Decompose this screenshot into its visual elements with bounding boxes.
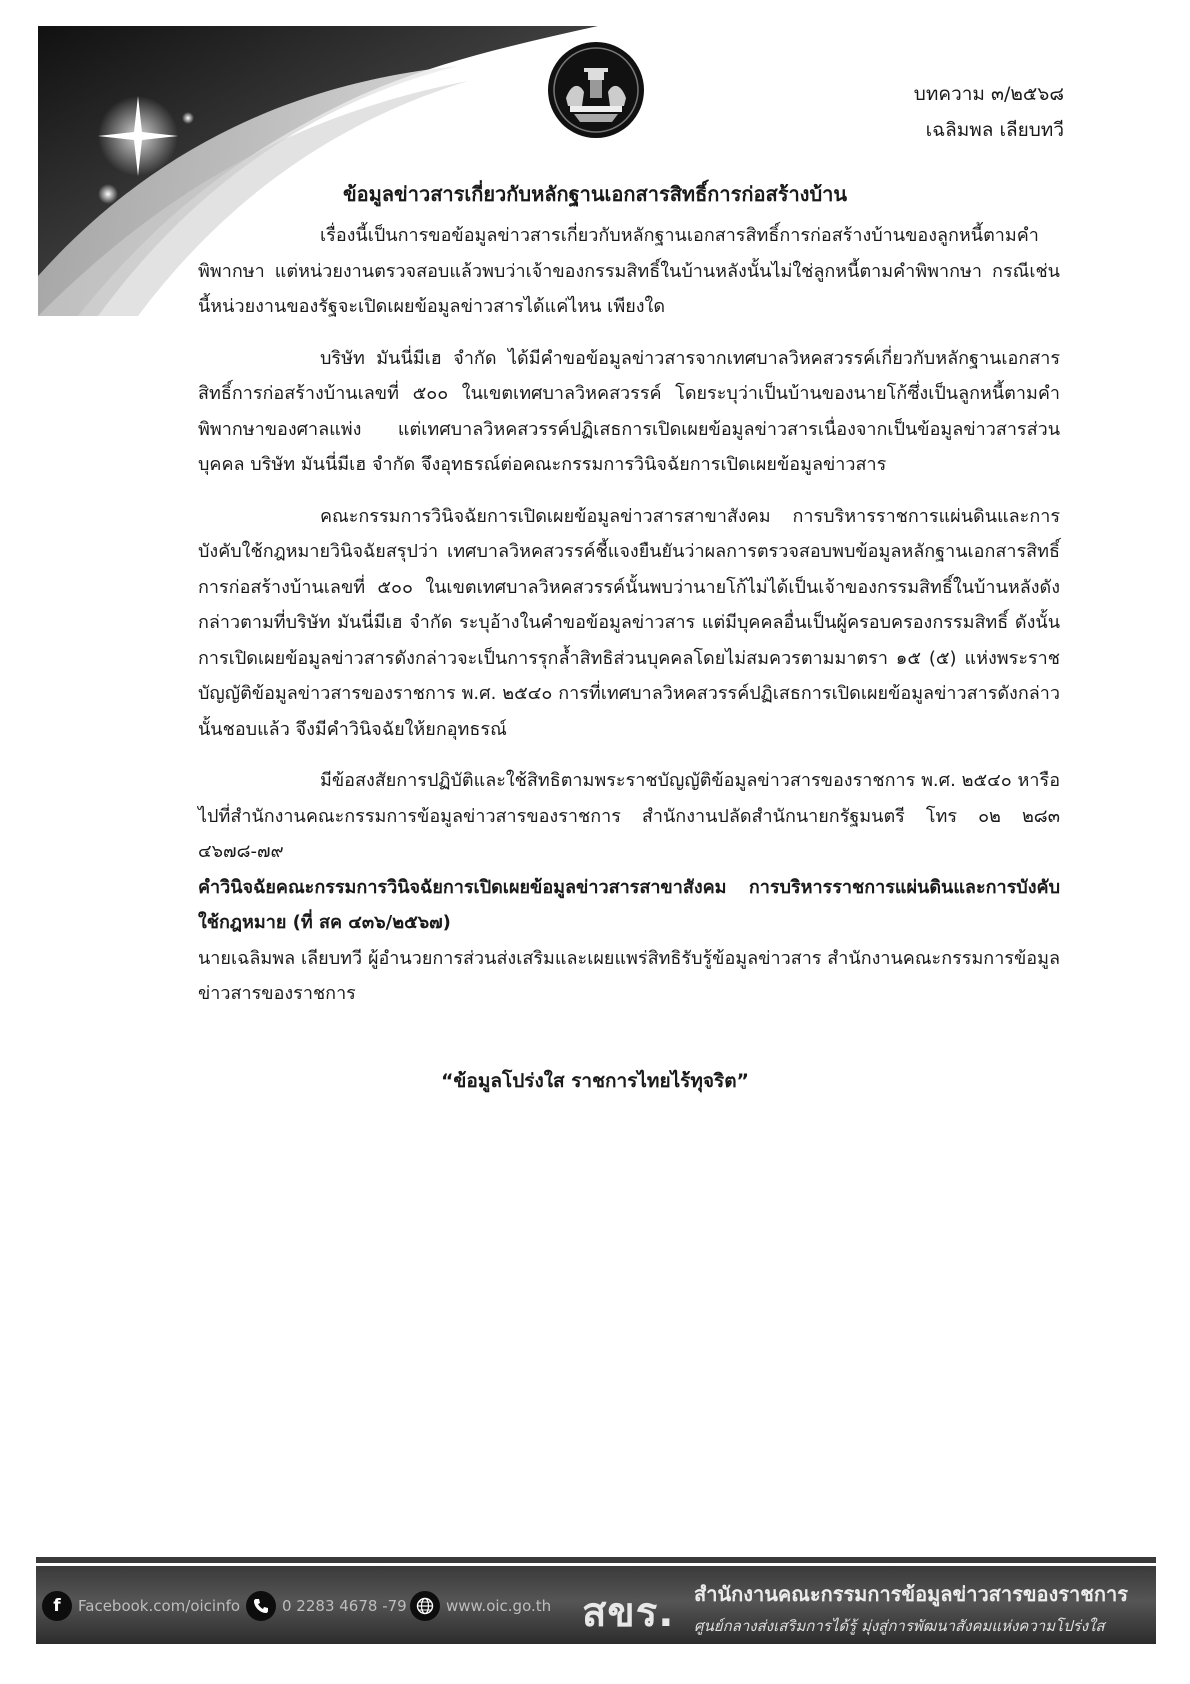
- author-signature: นายเฉลิมพล เลียบทวี ผู้อำนวยการส่วนส่งเสริมและเผยแพร่สิทธิรับรู้ข้อมูลข่าวสาร สำนักงานคณะกรรมการข้อมูลข่าวสารของราชการ: [198, 947, 1060, 1004]
- oic-logo-text: สขร.: [582, 1590, 675, 1636]
- paragraph-facts: บริษัท มันนี่มีเฮ จำกัด ได้มีคำขอข้อมูลข่าวสารจากเทศบาลวิหคสวรรค์เกี่ยวกับหลักฐานเอกสารสิทธิ์การก่อสร้างบ้านเลขที่ ๕๐๐ ในเขตเทศบาลวิหคสวรรค์ โดยระบุว่าเป็นบ้านของนายโก้ซึ่งเป็นลูกหนี้ตามคำพิพากษาของศาลแพ่ง แต่เทศบาลวิหคสวรรค์ปฏิเสธการเปิดเผยข้อมูลข่าวสารเนื่องจากเป็นข้อมูลข่าวสารส่วนบุคคล บริษัท มันนี่มีเฮ จำกัด จึงอุทธรณ์ต่อคณะกรรมการวินิจฉัยการเปิดเผยข้อมูลข่าวสาร: [198, 347, 1060, 475]
- article-number: บทความ ๓/๒๕๖๘: [913, 83, 1064, 105]
- government-seal-logo: [546, 40, 646, 140]
- facebook-icon: f: [42, 1591, 72, 1621]
- footer-website[interactable]: [410, 1590, 551, 1622]
- paragraph-ruling: คณะกรรมการวินิจฉัยการเปิดเผยข้อมูลข่าวสารสาขาสังคม การบริหารราชการแผ่นดินและการบังคับใช้กฎหมายวินิจฉัยสรุปว่า เทศบาลวิหคสวรรค์ชี้แจงยืนยันว่าผลการตรวจสอบพบข้อมูลหลักฐานเอกสารสิทธิ์การก่อสร้างบ้านเลขที่ ๕๐๐ ในเขตเทศบาลวิหคสวรรค์นั้นพบว่านายโก้ไม่ได้เป็นเจ้าของกรรมสิทธิ์ในบ้านหลังดังกล่าวตามที่บริษัท มันนี่มีเฮ จำกัด ระบุอ้างในคำขอข้อมูลข่าวสาร แต่มีบุคคลอื่นเป็นผู้ครอบครองกรรมสิทธิ์ ดังนั้น การเปิดเผยข้อมูลข่าวสารดังกล่าวจะเป็นการรุกล้ำสิทธิส่วนบุคคลโดยไม่สมควรตามมาตรา ๑๕ (๕) แห่งพระราชบัญญัติข้อมูลข่าวสารของราชการ พ.ศ. ๒๕๔๐ การที่เทศบาลวิหคสวรรค์ปฏิเสธการเปิดเผยข้อมูลข่าวสารดังกล่าวนั้นชอบแล้ว จึงมีคำวินิจฉัยให้ยกอุทธรณ์: [198, 505, 1060, 740]
- footer-facebook[interactable]: [42, 1590, 240, 1622]
- slogan: “ข้อมูลโปร่งใส ราชการไทยไร้ทุจริต”: [440, 1070, 750, 1092]
- ruling-reference: คำวินิจฉัยคณะกรรมการวินิจฉัยการเปิดเผยข้อมูลข่าวสารสาขาสังคม การบริหารราชการแผ่นดินและการบังคับใช้กฎหมาย (ที่ สค ๔๓๖/๒๕๖๗): [198, 876, 1060, 933]
- facebook-text: Facebook.com/oicinfo: [78, 1597, 241, 1615]
- org-tagline: ศูนย์กลางส่งเสริมการได้รู้ มุ่งสู่การพัฒนาสังคมแห่งความโปร่งใส: [694, 1617, 1105, 1635]
- phone-text: 0 2283 4678 -79: [282, 1597, 407, 1615]
- author-name: เฉลิมพล เลียบทวี: [925, 119, 1064, 141]
- document-title: ข้อมูลข่าวสารเกี่ยวกับหลักฐานเอกสารสิทธิ์การก่อสร้างบ้าน: [342, 182, 848, 206]
- phone-icon: [246, 1591, 276, 1621]
- footer-banner: [36, 1566, 1156, 1644]
- article-meta: [914, 76, 1064, 148]
- footer-divider: [36, 1557, 1156, 1563]
- org-block: [694, 1578, 1128, 1638]
- document-body: [198, 218, 1060, 1012]
- org-name: สำนักงานคณะกรรมการข้อมูลข่าวสารของราชการ: [694, 1582, 1128, 1606]
- globe-icon: [410, 1591, 440, 1621]
- website-text: www.oic.go.th: [446, 1597, 552, 1615]
- paragraph-intro: เรื่องนี้เป็นการขอข้อมูลข่าวสารเกี่ยวกับหลักฐานเอกสารสิทธิ์การก่อสร้างบ้านของลูกหนี้ตามคำพิพากษา แต่หน่วยงานตรวจสอบแล้วพบว่าเจ้าของกรรมสิทธิ์ในบ้านหลังนั้นไม่ใช่ลูกหนี้ตามคำพิพากษา กรณีเช่นนี้หน่วยงานของรัฐจะเปิดเผยข้อมูลข่าวสารได้แค่ไหน เพียงใด: [198, 225, 1060, 317]
- paragraph-contact: มีข้อสงสัยการปฏิบัติและใช้สิทธิตามพระราชบัญญัติข้อมูลข่าวสารของราชการ พ.ศ. ๒๕๔๐ หารือไปที่สำนักงานคณะกรรมการข้อมูลข่าวสารของราชการ สำนักงานปลัดสำนักนายกรัฐมนตรี โทร ๐๒ ๒๘๓ ๔๖๗๘-๗๙: [198, 770, 1060, 862]
- footer-phone[interactable]: [246, 1590, 407, 1622]
